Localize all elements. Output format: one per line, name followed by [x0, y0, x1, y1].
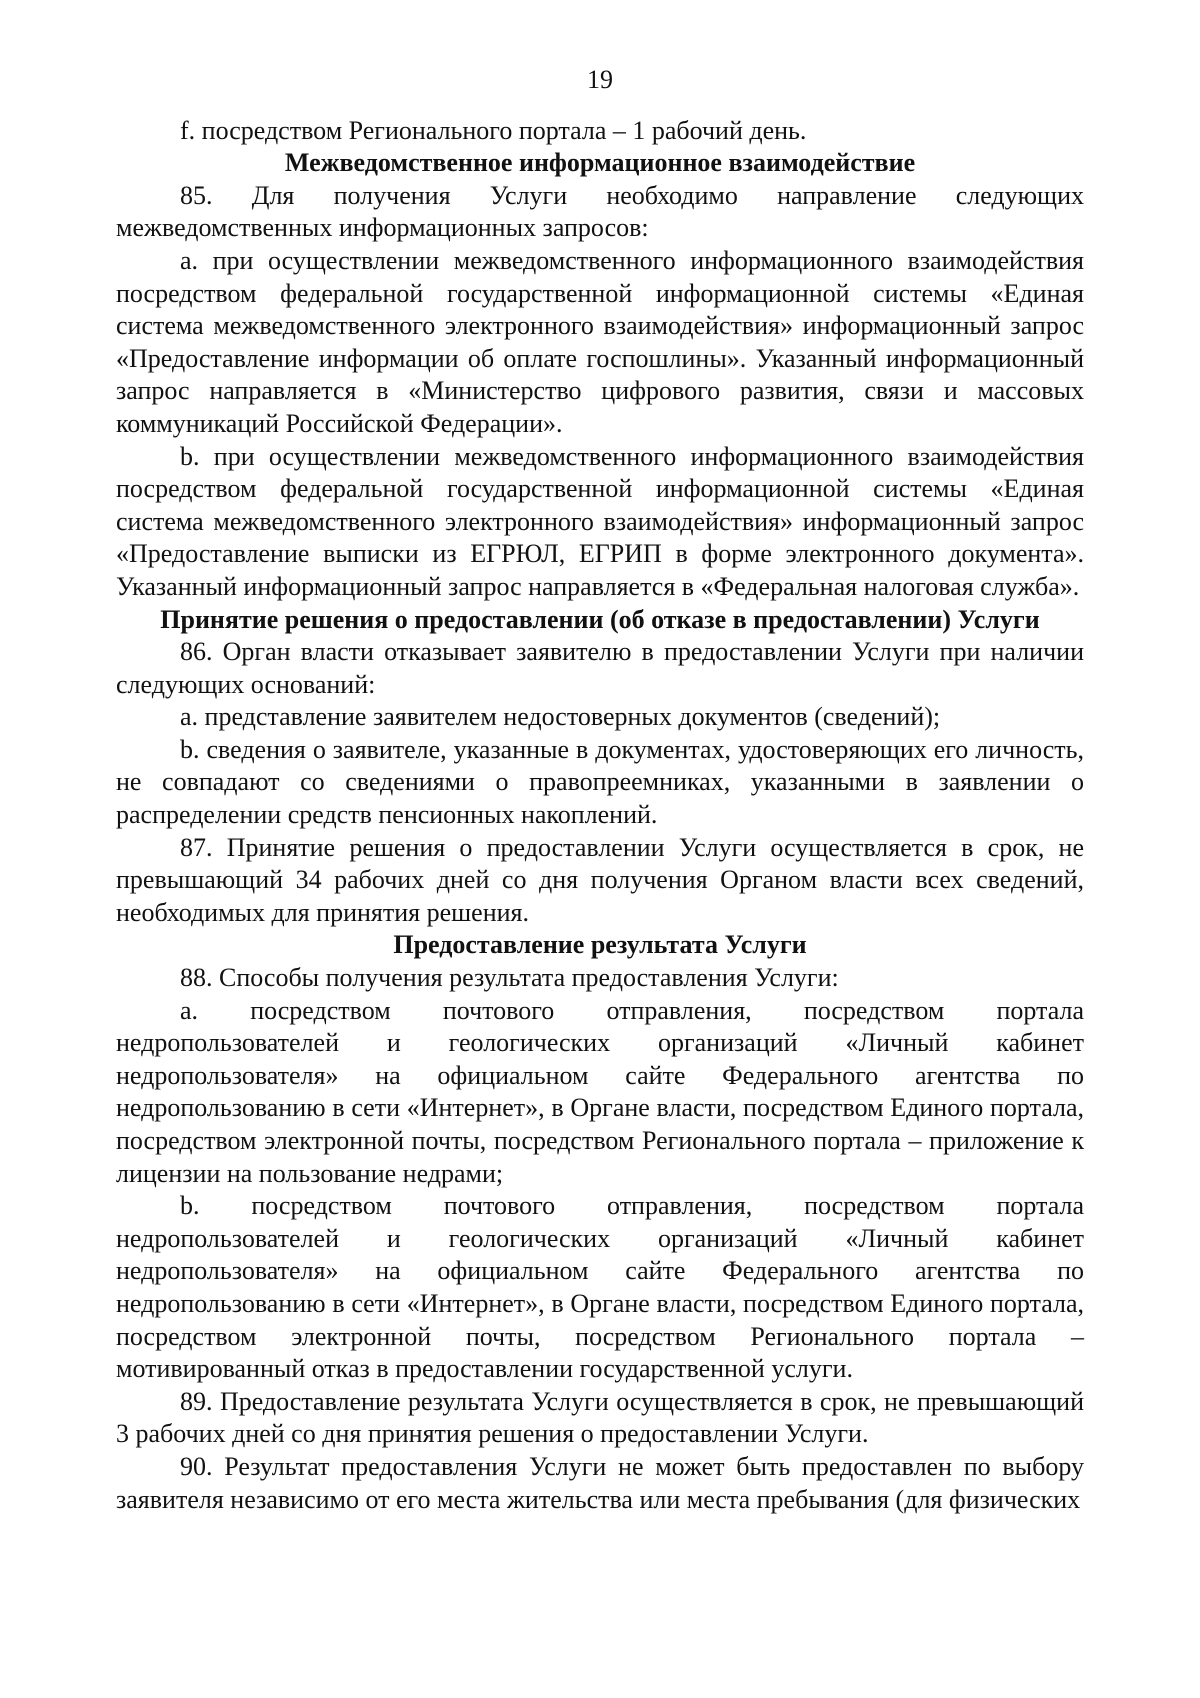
- paragraph-90: 90. Результат предоставления Услуги не может быть предоставлен по выбору заявителя независимо от его места жительства или места пребывания (для физических: [116, 1451, 1084, 1514]
- paragraph-88-b: b. посредством почтового отправления, посредством портала недропользователей и геологических организаций «Личный кабинет недропользователя» на официальном сайте Федерального агентства по недропользованию в сети «Интернет», в Органе власти, посредством Единого портала, посредством электронной почты, посредством Регионального портала – мотивированный отказ в предоставлении государственной услуги.: [116, 1191, 1084, 1384]
- section-heading-decision: Принятие решения о предоставлении (об отказе в предоставлении) Услуги: [160, 604, 1040, 634]
- page-number: 19: [587, 65, 613, 94]
- paragraph-85-b: b. при осуществлении межведомственного информационного взаимодействия посредством федеральной государственной информационной системы «Единая система межведомственного электронного взаимодействия» информационный запрос «Предоставление выписки из ЕГРЮЛ, ЕГРИП в форме электронного документа». Указанный информационный запрос направляется в «Федеральная налоговая служба».: [116, 441, 1084, 601]
- paragraph-85-a: a. при осуществлении межведомственного информационного взаимодействия посредством федеральной государственной информационной системы «Единая система межведомственного электронного взаимодействия» информационный запрос «Предоставление информации об оплате госпошлины». Указанный информационный запрос направляется в «Министерство цифрового развития, связи и массовых коммуникаций Российской Федерации».: [116, 245, 1084, 438]
- paragraph-88: 88. Способы получения результата предоставления Услуги:: [180, 963, 839, 993]
- paragraph-89: 89. Предоставление результата Услуги осуществляется в срок, не превышающий 3 рабочих дней со дня принятия решения о предоставлении Услуги.: [116, 1386, 1084, 1449]
- paragraph-86-a: a. представление заявителем недостоверных документов (сведений);: [180, 702, 941, 732]
- paragraph-88-a: a. посредством почтового отправления, посредством портала недропользователей и геологических организаций «Личный кабинет недропользователя» на официальном сайте Федерального агентства по недропользованию в сети «Интернет», в Органе власти, посредством Единого портала, посредством электронной почты, посредством Регионального портала – приложение к лицензии на пользование недрами;: [116, 995, 1084, 1188]
- document-page: [116, 64, 1084, 1516]
- paragraph-85: 85. Для получения Услуги необходимо направление следующих межведомственных информационных запросов:: [116, 180, 1084, 243]
- paragraph-86: 86. Орган власти отказывает заявителю в предоставлении Услуги при наличии следующих оснований:: [116, 637, 1084, 699]
- paragraph-item-f: f. посредством Регионального портала – 1 рабочий день.: [180, 115, 807, 145]
- section-heading-result: Предоставление результата Услуги: [393, 930, 807, 960]
- paragraph-87: 87. Принятие решения о предоставлении Услуги осуществляется в срок, не превышающий 34 рабочих дней со дня получения Органом власти всех сведений, необходимых для принятия решения.: [116, 832, 1084, 927]
- section-heading-interagency: Межведомственное информационное взаимодействие: [284, 148, 916, 178]
- paragraph-86-b: b. сведения о заявителе, указанные в документах, удостоверяющих его личность, не совпадают со сведениями о правопреемниках, указанными в заявлении о распределении средств пенсионных накоплений.: [116, 734, 1084, 830]
